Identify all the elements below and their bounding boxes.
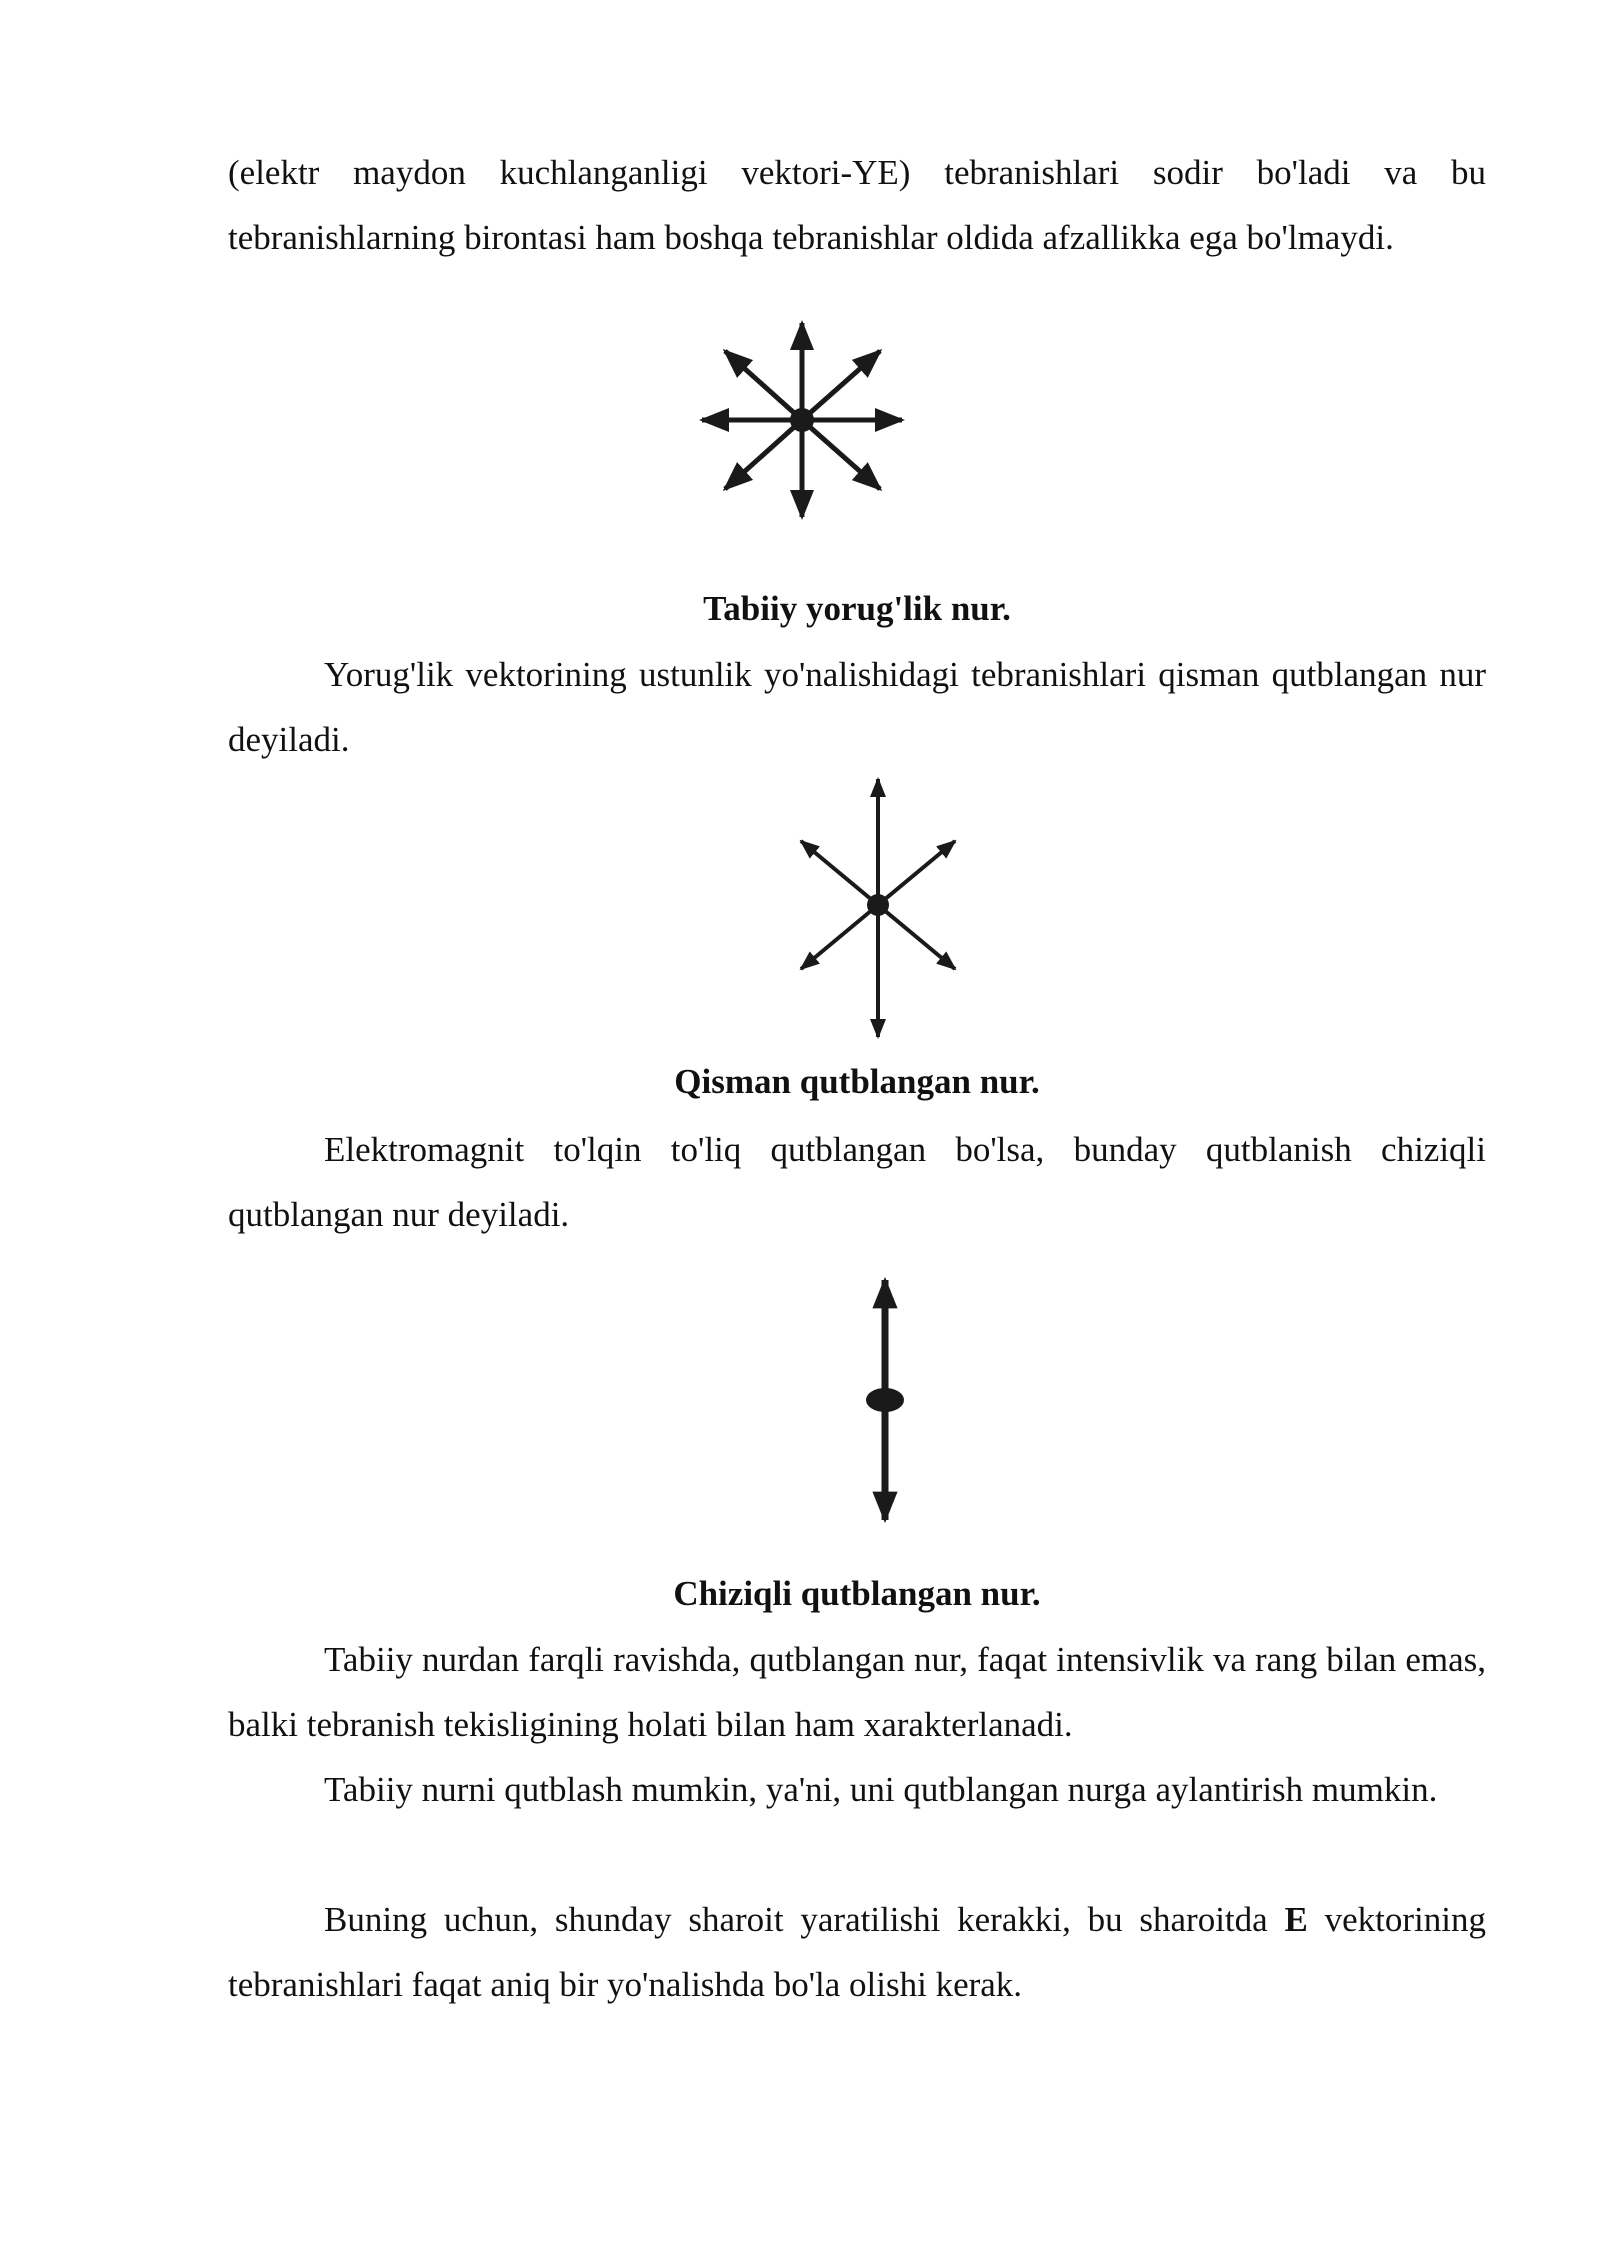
partial-polarized-diagram	[778, 775, 978, 1045]
paragraph-polarized-characteristics: Tabiiy nurdan farqli ravishda, qutblangan nur, faqat intensivlik va rang bilan emas, balki tebranish tekisligining holati bilan ham xarakterlanadi.	[228, 1640, 1486, 1744]
paragraph-linear-definition: Elektromagnit to'lqin to'liq qutblangan bo'lsa, bunday qutblanish chiziqli qutblangan nur deyiladi.	[228, 1130, 1486, 1234]
paragraph-polarization-possible: Tabiiy nurni qutblash mumkin, ya'ni, uni qutblangan nurga aylantirish mumkin.	[324, 1770, 1438, 1809]
vector-symbol-e: E	[1284, 1900, 1308, 1939]
caption-natural-light: Tabiiy yorug'lik nur.	[703, 589, 1011, 628]
natural-light-diagram	[682, 315, 922, 525]
linear-polarized-diagram	[835, 1270, 935, 1530]
caption-partial-polarized: Qisman qutblangan nur.	[674, 1062, 1040, 1101]
caption-linear-polarized: Chiziqli qutblangan nur.	[673, 1574, 1041, 1613]
conditions-text-start: Buning uchun, shunday sharoit yaratilishi kerakki, bu sharoitda	[324, 1900, 1285, 1939]
paragraph-intro: (elektr maydon kuchlanganligi vektori-YE) tebranishlari sodir bo'ladi va bu tebranishlarning birontasi ham boshqa tebranishlar oldida afzallikka ega bo'lmaydi.	[228, 153, 1486, 257]
paragraph-conditions	[228, 1887, 1486, 2017]
document-page	[228, 0, 1486, 2262]
conditions-text-end: vektorining tebranishlari faqat aniq bir yo'nalishda bo'la olishi kerak.	[228, 1900, 1486, 2004]
paragraph-partial-definition: Yorug'lik vektorining ustunlik yo'nalishidagi tebranishlari qisman qutblangan nur deyiladi.	[228, 655, 1486, 759]
